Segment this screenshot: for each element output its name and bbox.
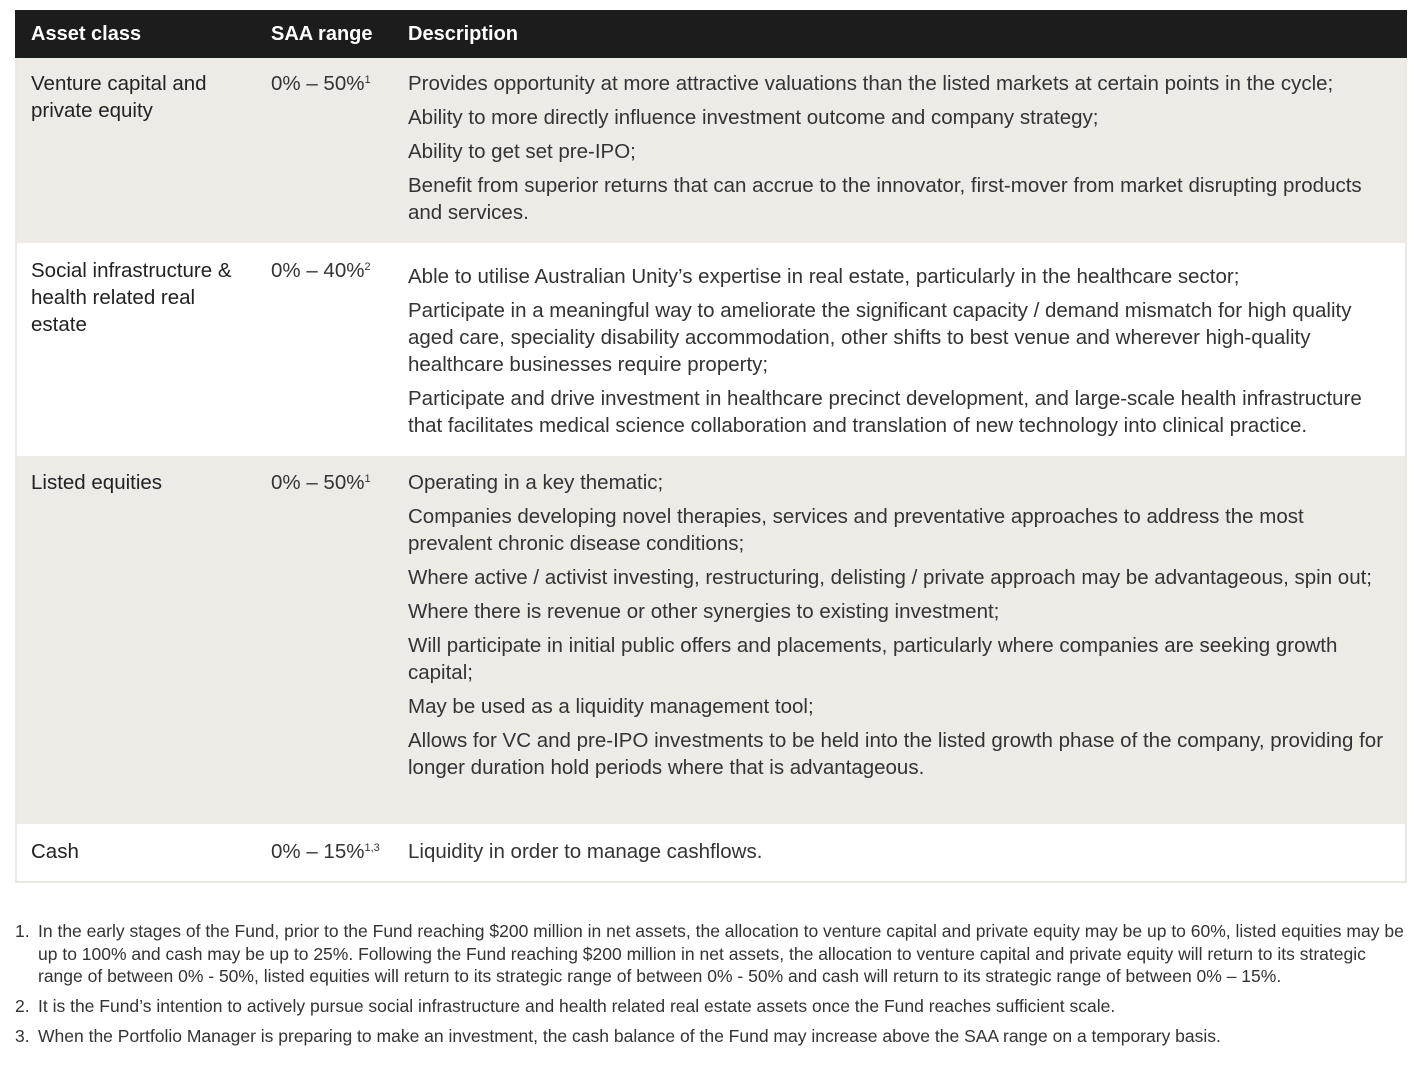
footnotes	[15, 920, 1410, 1055]
description-cell	[408, 70, 1393, 233]
description-item: May be used as a liquidity management tool;	[408, 695, 814, 718]
description-item: Provides opportunity at more attractive valuations than the listed markets at certain points in the cycle;	[408, 72, 1334, 95]
range-footnote-ref: 1	[364, 74, 371, 86]
header-saa-range: SAA range	[271, 23, 373, 45]
asset-allocation-table	[15, 10, 1407, 883]
header-asset-class: Asset class	[31, 23, 142, 45]
asset-class-cell: Listed equities	[31, 471, 163, 494]
description-item: Operating in a key thematic;	[408, 471, 664, 494]
description-item: Benefit from superior returns that can accrue to the innovator, first-mover from market disrupting products and services.	[408, 174, 1362, 224]
footnote-number: 2.	[15, 996, 30, 1016]
description-cell	[408, 263, 1393, 446]
description-item: Allows for VC and pre-IPO investments to be held into the listed growth phase of the company, providing for longer duration hold periods where that is advantageous.	[408, 729, 1384, 779]
description-item: Ability to get set pre-IPO;	[408, 140, 636, 163]
saa-range-cell	[271, 257, 401, 284]
description-item: Where there is revenue or other synergies to existing investment;	[408, 600, 1000, 623]
range-footnote-ref: 2	[364, 261, 371, 273]
header-description: Description	[408, 23, 519, 45]
saa-range-cell	[271, 469, 401, 496]
range-value: 0% – 50%	[271, 72, 365, 95]
description-cell	[408, 469, 1393, 788]
asset-class-cell: Social infrastructure & health related real estate	[31, 259, 232, 336]
footnote-text: When the Portfolio Manager is preparing to make an investment, the cash balance of the Fund may increase above the SAA range on a temporary basis.	[38, 1026, 1221, 1046]
footnote-2	[15, 995, 1410, 1018]
description-item: Participate and drive investment in healthcare precinct development, and large-scale health infrastructure that facilitates medical science collaboration and translation of new technology into clinical practice.	[408, 387, 1362, 437]
range-value: 0% – 40%	[271, 259, 365, 282]
footnote-number: 1.	[15, 921, 30, 941]
table-row-listed-equities	[17, 456, 1405, 824]
footnote-1	[15, 920, 1410, 988]
range-value: 0% – 15%	[271, 840, 365, 863]
footnote-number: 3.	[15, 1026, 30, 1046]
asset-class-cell: Venture capital and private equity	[31, 72, 207, 122]
table-header	[15, 10, 1407, 58]
table-row-social-infrastructure	[17, 243, 1405, 456]
description-item: Will participate in initial public offers and placements, particularly where companies are seeking growth capital;	[408, 634, 1338, 684]
description-item: Companies developing novel therapies, services and preventative approaches to address the most prevalent chronic disease conditions;	[408, 505, 1304, 555]
description-item: Able to utilise Australian Unity’s expertise in real estate, particularly in the healthcare sector;	[408, 265, 1240, 288]
table-row-cash	[17, 824, 1405, 881]
description-item: Participate in a meaningful way to ameliorate the significant capacity / demand mismatch for high quality aged care, speciality disability accommodation, other shifts to best venue and wherever high-quality healthcare businesses require property;	[408, 299, 1352, 376]
footnote-text: In the early stages of the Fund, prior to the Fund reaching $200 million in net assets, the allocation to venture capital and private equity may be up to 60%, listed equities may be up to 100% and cash may be up to 25%. Following the Fund reaching $200 million in net assets, the allocation to venture capital and private equity will return to its strategic range of between 0% - 50%, listed equities will return to its strategic range of between 0% - 50% and cash will return to its strategic range of between 0% – 15%.	[38, 921, 1404, 986]
range-footnote-ref: 1,3	[364, 842, 380, 854]
footnote-text: It is the Fund’s intention to actively pursue social infrastructure and health related real estate assets once the Fund reaches sufficient scale.	[38, 996, 1116, 1016]
range-value: 0% – 50%	[271, 471, 365, 494]
range-footnote-ref: 1	[364, 473, 371, 485]
footnote-3	[15, 1025, 1410, 1048]
description-item: Ability to more directly influence investment outcome and company strategy;	[408, 106, 1099, 129]
description-cell	[408, 838, 1393, 872]
asset-class-cell: Cash	[31, 840, 79, 863]
table-row-venture-capital	[17, 58, 1405, 243]
description-item: Where active / activist investing, restructuring, delisting / private approach may be advantageous, spin out;	[408, 566, 1373, 589]
saa-range-cell	[271, 70, 401, 97]
description-item: Liquidity in order to manage cashflows.	[408, 840, 763, 863]
saa-range-cell	[271, 838, 401, 865]
